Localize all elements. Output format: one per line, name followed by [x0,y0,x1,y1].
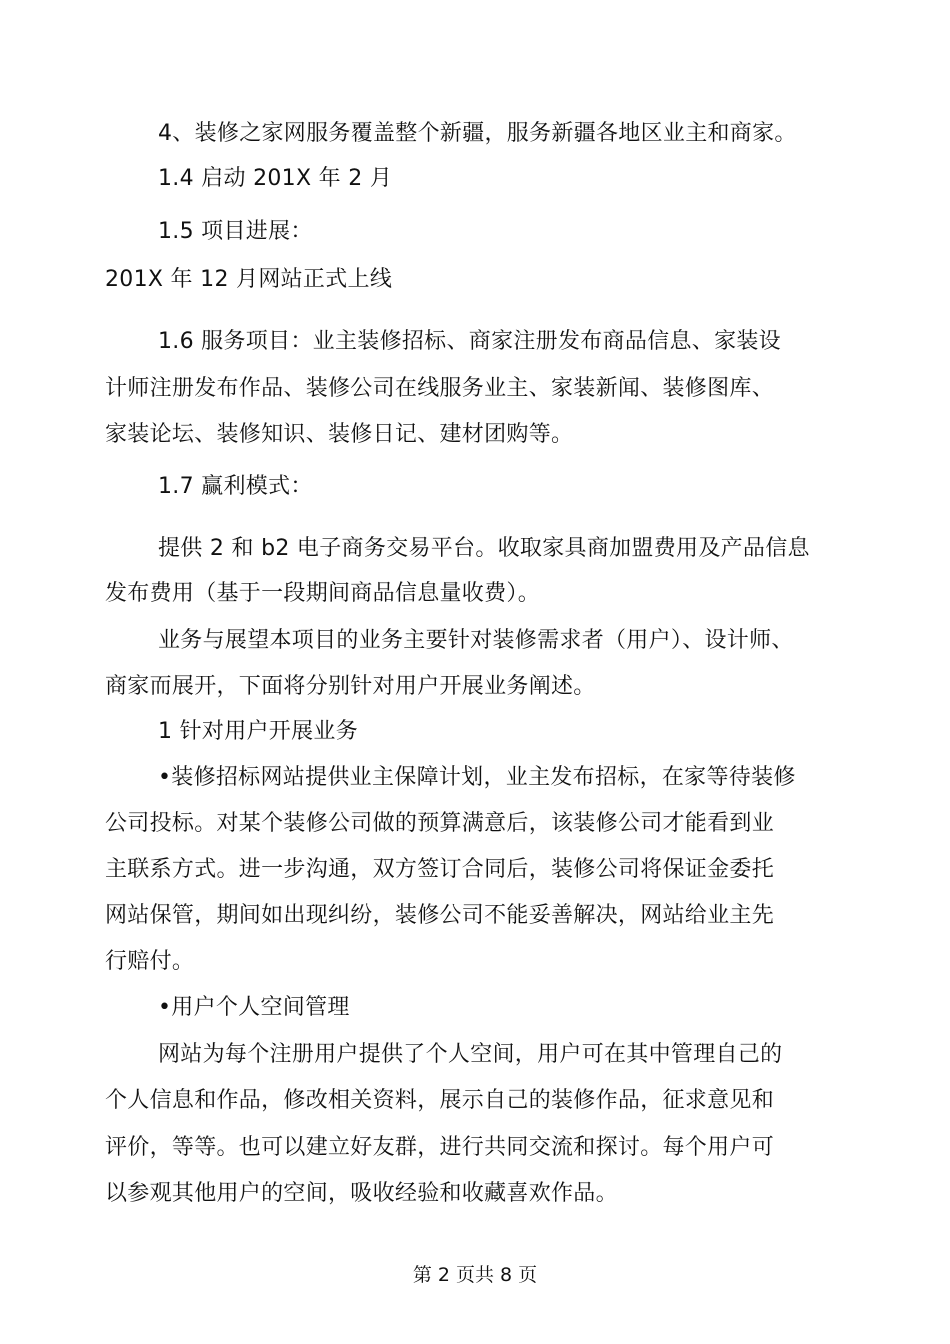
paragraph-line: 发布费用（基于一段期间商品信息量收费）。 [105,581,541,606]
paragraph-line: 计师注册发布作品、装修公司在线服务业主、家装新闻、装修图库、 [105,376,775,401]
paragraph-line: 网站为每个注册用户提供了个人空间，用户可在其中管理自己的 [158,1042,783,1067]
page-footer: 第 2 页共 8 页 [412,1264,538,1286]
section-heading: 1.7 赢利模式： [158,474,313,499]
paragraph-line: 主联系方式。进一步沟通，双方签订合同后，装修公司将保证金委托 [105,857,775,882]
paragraph-line: 以参观其他用户的空间，吸收经验和收藏喜欢作品。 [105,1181,618,1206]
paragraph-line: 行赔付。 [105,949,195,974]
paragraph-line: 个人信息和作品，修改相关资料，展示自己的装修作品，征求意见和 [105,1088,775,1113]
paragraph-line: 201X 年 12 月网站正式上线 [105,267,393,292]
paragraph-line: 家装论坛、装修知识、装修日记、建材团购等。 [105,422,574,447]
section-heading: 1.4 启动 201X 年 2 月 [158,166,393,191]
paragraph-line: 网站保管，期间如出现纠纷，装修公司不能妥善解决，网站给业主先 [105,903,775,928]
bullet-item: •装修招标网站提供业主保障计划，业主发布招标，在家等待装修 [158,765,796,790]
paragraph-line: 1.6 服务项目：业主装修招标、商家注册发布商品信息、家装设 [158,329,781,354]
paragraph-line: 4、装修之家网服务覆盖整个新疆，服务新疆各地区业主和商家。 [158,121,797,146]
section-heading: 1 针对用户开展业务 [158,719,358,744]
paragraph-line: 业务与展望本项目的业务主要针对装修需求者（用户）、设计师、 [158,628,794,653]
paragraph-line: 公司投标。对某个装修公司做的预算满意后，该装修公司才能看到业 [105,811,775,836]
section-heading: 1.5 项目进展： [158,219,313,244]
paragraph-line: 提供 2 和 b2 电子商务交易平台。收取家具商加盟费用及产品信息 [158,536,810,561]
paragraph-line: 评价，等等。也可以建立好友群，进行共同交流和探讨。每个用户可 [105,1135,775,1160]
paragraph-line: 商家而展开，下面将分别针对用户开展业务阐述。 [105,674,596,699]
bullet-item: •用户个人空间管理 [158,995,350,1020]
